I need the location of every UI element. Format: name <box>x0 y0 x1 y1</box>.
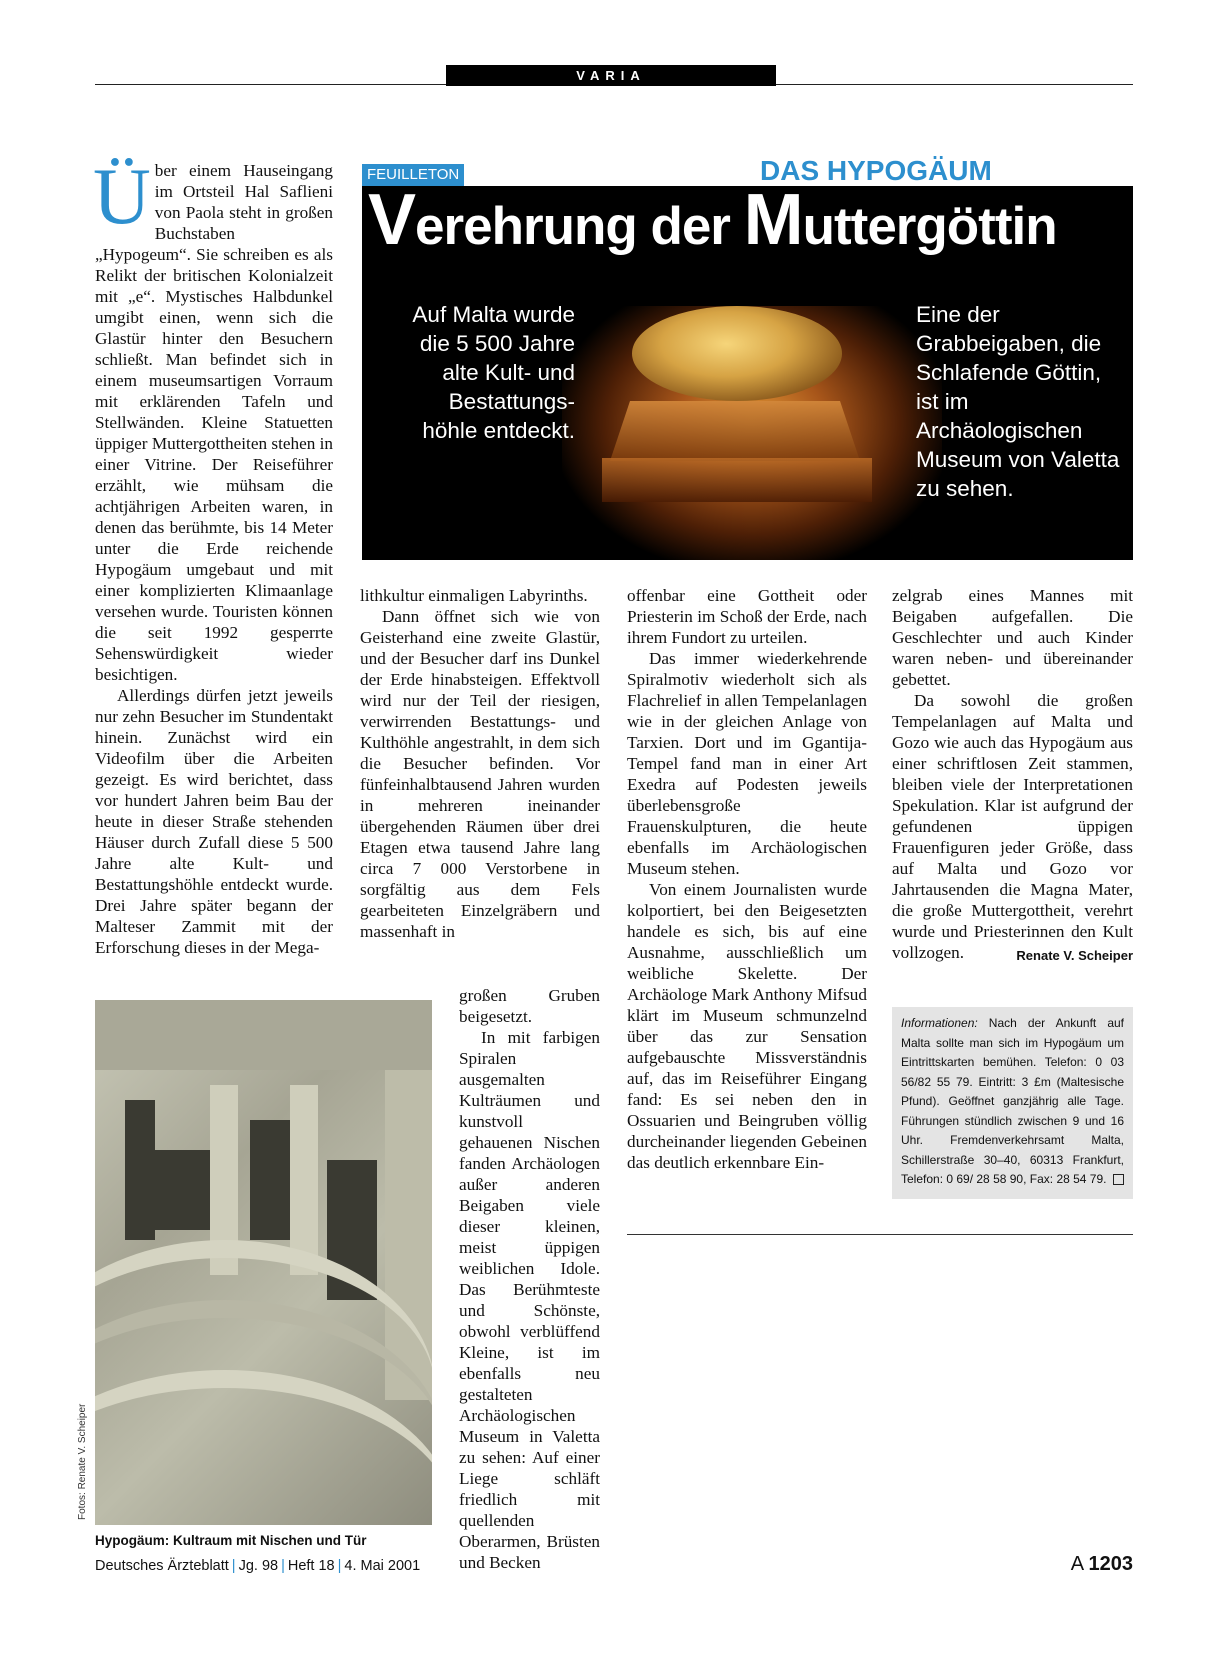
separator: | <box>231 1558 236 1574</box>
paragraph: In mit farbigen Spiralen ausgemalten Kulträumen und kunstvoll gehauenen Nischen fanden Archäologen außer anderen Beigaben viele dieser kleinen, meist üppigen weiblichen Idole. Das Berühmteste und Schönste, obwohl verblüffend Kleine, ist im ebenfalls neu gestalteten Archäologischen Museum in Valetta zu sehen: Auf einer Liege schläft friedlich mit quellenden Oberarmen, Brüsten und Becken <box>459 1028 600 1572</box>
photo-niche-shadow <box>155 1150 210 1230</box>
article-column-2-continued <box>459 985 600 1573</box>
photo-ceiling <box>95 1000 432 1070</box>
sleeping-goddess-figure <box>632 306 842 401</box>
info-text: Nach der Ankunft auf Malta sollte man sich im Hypogäum um Eintrittskarten bemühen. Telefon: 0 03 56/82 55 79. Eintritt: 3 £m (Maltesische Pfund). Geöffnet ganzjährig alle Tage. Führungen stündlich zwischen 9 und 16 Uhr. Fremdenverkehrsamt Malta, Schillerstraße 30–40, 60313 Frankfurt, Telefon: 0 69/ 28 58 90, Fax: 28 54 79. <box>901 1016 1124 1186</box>
statue-base <box>602 458 872 502</box>
section-label: VARIA <box>446 65 776 86</box>
volume: Jg. 98 <box>238 1558 279 1574</box>
issue: Heft 18 <box>287 1558 335 1574</box>
headline <box>368 180 1057 260</box>
info-box <box>892 1007 1133 1199</box>
headline-initial-v: V <box>368 180 416 260</box>
paragraph: großen Gruben beigesetzt. <box>459 986 600 1026</box>
page-prefix: A <box>1070 1553 1083 1575</box>
paragraph: Allerdings dürfen jetzt jeweils nur zehn Besucher im Stundentakt hinein. Zunächst wird ein Videofilm über die Arbeiten gezeigt. Es wird berichtet, dass vor hundert Jahren beim Bau der heute in dieser Straße stehenden Häuser durch Zufall diese 5 500 Jahre alte Kult- und Bestattungshöhle entdeckt wurde. Drei Jahre später begann der Malteser Zammit mit der Erforschung dieses in der Mega- <box>95 686 333 957</box>
article-column-4 <box>892 585 1133 966</box>
info-label: Informationen: <box>901 1016 978 1030</box>
footer <box>95 1558 420 1574</box>
date: 4. Mai 2001 <box>344 1558 421 1574</box>
kicker: DAS HYPOGÄUM <box>760 155 992 186</box>
headline-part: erehrung der <box>415 197 744 256</box>
separator: | <box>281 1558 285 1574</box>
article-column-1 <box>93 153 333 958</box>
drop-cap: Ü <box>93 153 151 241</box>
photo-credit: Fotos: Renate V. Scheiper <box>77 1403 88 1520</box>
photo-niche-shadow <box>125 1100 155 1240</box>
author-byline: Renate V. Scheiper <box>1016 948 1133 963</box>
paragraph: Von einem Journalisten wurde kolportiert, bei den Beigesetzten handele es sich, bis auf eine Ausnahme, ausschließlich um weibliche Skelette. Der Archäologe Mark Anthony Mifsud klärt im Museum schmunzelnd über das zur Sensation aufgebauschte Missverständnis auf, das im Reiseführer Eingang fand: Es sei neben den in Ossuarien und Beingruben völlig durcheinander liegenden Gebeinen das deutlich erkennbare Ein- <box>627 880 867 1172</box>
end-mark-icon <box>1113 1174 1124 1185</box>
journal-name: Deutsches Ärzteblatt <box>95 1558 229 1574</box>
photo-niche-shadow <box>250 1120 290 1240</box>
paragraph: zelgrab eines Mannes mit Beigaben aufgefallen. Die Geschlechter und auch Kinder waren neben- und übereinander gebettet. <box>892 586 1133 689</box>
paragraph: lithkultur einmaligen Labyrinths. <box>360 586 588 605</box>
article-column-3 <box>627 585 867 1173</box>
paragraph-text: ber einem Hauseingang im Ortsteil Hal Saflieni von Paola steht in großen Buchstaben „Hypogeum“. Sie schreiben es als Relikt der britischen Kolonialzeit mit „e“. Mystisches Halbdunkel umgibt einen, wenn sich die Glastür hinter den Besuchern schließt. Man befindet sich in einem museumsartigen Vorraum mit erklärenden Tafeln und Stellwänden. Kleine Statuetten üppiger Muttergottheiten stehen in einer Vitrine. Der Reiseführer erzählt, wie mühsam die achtjährigen Arbeiten waren, in denen das berühmte, bis 14 Meter unter die Erde reichende Hypogäum umgebaut und mit einer komplizierten Klimaanlage versehen wurde. Touristen können die seit 1992 gesperrte Sehenswürdigkeit wieder besichtigen. <box>95 161 333 684</box>
article-column-2 <box>360 585 600 942</box>
photo-caption: Hypogäum: Kultraum mit Nischen und Tür <box>95 1533 367 1548</box>
page-value: 1203 <box>1088 1553 1133 1575</box>
page-number <box>1071 1553 1133 1576</box>
hero-caption-right: Eine der Grabbeigaben, die Schlafende Göttin, ist im Archäologischen Museum von Valetta zu sehen. <box>916 302 1120 501</box>
info-rule <box>627 1234 1133 1235</box>
photo-pillar <box>290 1085 318 1275</box>
paragraph: offenbar eine Gottheit oder Priesterin im Schoß der Erde, nach ihrem Fundort zu urteilen. <box>627 586 867 647</box>
statue-plinth <box>610 401 860 461</box>
hero-caption-left: Auf Malta wurde die 5 500 Jahre alte Kult- und Bestattungs- höhle entdeckt. <box>412 302 575 443</box>
headline-initial-m: M <box>743 180 803 260</box>
paragraph: Das immer wiederkehrende Spiralmotiv wiederholt sich als Flachrelief in allen Tempelanlagen wie in der gleichen Anlage von Tarxien. Dort und im Ggantija-Tempel fand man in einer Art Exedra auf Podesten jeweils überlebensgroße Frauenskulpturen, die heute ebenfalls im Archäologischen Museum stehen. <box>627 649 867 878</box>
paragraph: Dann öffnet sich wie von Geisterhand eine zweite Glastür, und der Besucher darf ins Dunkel der Erde hinabsteigen. Effektvoll wird nur der Teil der riesigen, verwirrenden Bestattungs- und Kulthöhle angestrahlt, in dem sich die Besucher befinden. Vor fünfeinhalbtausend Jahren wurden in mehreren ineinander übergehenden Räumen über drei Etagen etwa tausend Jahre lang circa 7 000 Verstorbene in sorgfältig aus dem Fels gearbeiteten Einzelgräbern und massenhaft in <box>360 607 600 941</box>
paragraph-text: Da sowohl die großen Tempelanlagen auf Malta und Gozo wie auch das Hypogäum aus einer schriftlosen Zeit stammen, bleiben viele der Interpretationen Spekulation. Klar ist aufgrund der gefundenen üppigen Frauenfiguren jeder Größe, dass auf Malta und Gozo vor Jahrtausenden die Magna Mater, die große Muttergottheit, verehrt wurde und Priesterinnen den Kult vollzogen. <box>892 691 1133 962</box>
headline-part: uttergöttin <box>802 197 1057 256</box>
cult-room-photo <box>95 1000 432 1525</box>
separator: | <box>337 1558 342 1574</box>
paragraph <box>892 690 1133 963</box>
paragraph <box>93 153 333 685</box>
category-tag: FEUILLETON <box>362 164 464 186</box>
